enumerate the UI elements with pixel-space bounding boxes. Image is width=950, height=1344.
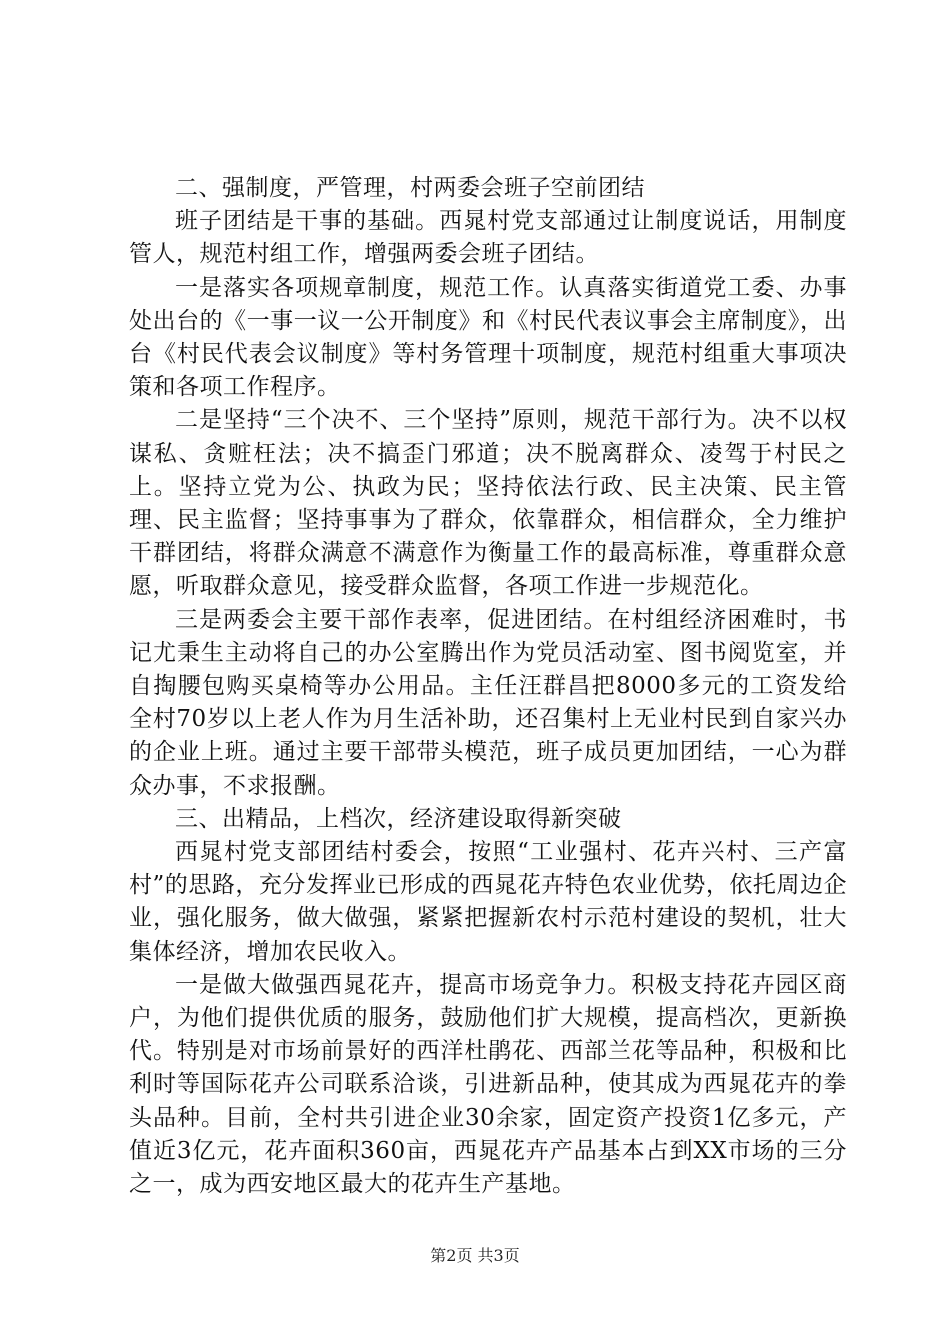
body-paragraph: 一是落实各项规章制度，规范工作。认真落实街道党工委、办事处出台的《一事一议一公开制度》和《村民代表议事会主席制度》，出台《村民代表会议制度》等村务管理十项制度，规范村组重大事项决策和各项工作程序。: [129, 274, 847, 401]
body-paragraph: 一是做大做强西晁花卉，提高市场竞争力。积极支持花卉园区商户，为他们提供优质的服务，鼓励他们扩大规模，提高档次，更新换代。特别是对市场前景好的西洋杜鹃花、西部兰花等品种，积极和比利时等国际花卉公司联系洽谈，引进新品种，使其成为西晁花卉的拳头品种。目前，全村共引进企业30余家，固定资产投资1亿多元，产值近3亿元，花卉面积360亩，西晁花卉产品基本占到XX市场的三分之一，成为西安地区最大的花卉生产基地。: [129, 971, 847, 1198]
page-number-footer: 第2页 共3页: [430, 1246, 520, 1265]
body-paragraph: 二是坚持“三个决不、三个坚持”原则，规范干部行为。决不以权谋私、贪赃枉法；决不搞歪门邪道；决不脱离群众、凌驾于村民之上。坚持立党为公、执政为民；坚持依法行政、民主决策、民主管理、民主监督；坚持事事为了群众，依靠群众，相信群众，全力维护干群团结，将群众满意不满意作为衡量工作的最高标准，尊重群众意愿，听取群众意见，接受群众监督，各项工作进一步规范化。: [129, 407, 847, 600]
section-heading-two: 二、强制度，严管理，村两委会班子空前团结: [175, 175, 645, 201]
body-paragraph: 西晁村党支部团结村委会，按照“工业强村、花卉兴村、三产富村”的思路，充分发挥业已形成的西晁花卉特色农业优势，依托周边企业，强化服务，做大做强，紧紧把握新农村示范村建设的契机，壮大集体经济，增加农民收入。: [129, 839, 847, 965]
body-paragraph: 三是两委会主要干部作表率，促进团结。在村组经济困难时，书记尤秉生主动将自己的办公室腾出作为党员活动室、图书阅览室，并自掏腰包购买桌椅等办公用品。主任汪群昌把8000多元的工资发给全村70岁以上老人作为月生活补助，还召集村上无业村民到自家兴办的企业上班。通过主要干部带头模范，班子成员更加团结，一心为群众办事，不求报酬。: [129, 606, 847, 799]
section-heading-three: 三、出精品，上档次，经济建设取得新突破: [175, 805, 622, 832]
body-paragraph: 班子团结是干事的基础。西晁村党支部通过让制度说话，用制度管人，规范村组工作，增强两委会班子团结。: [129, 208, 847, 268]
document-body: [129, 172, 847, 1201]
